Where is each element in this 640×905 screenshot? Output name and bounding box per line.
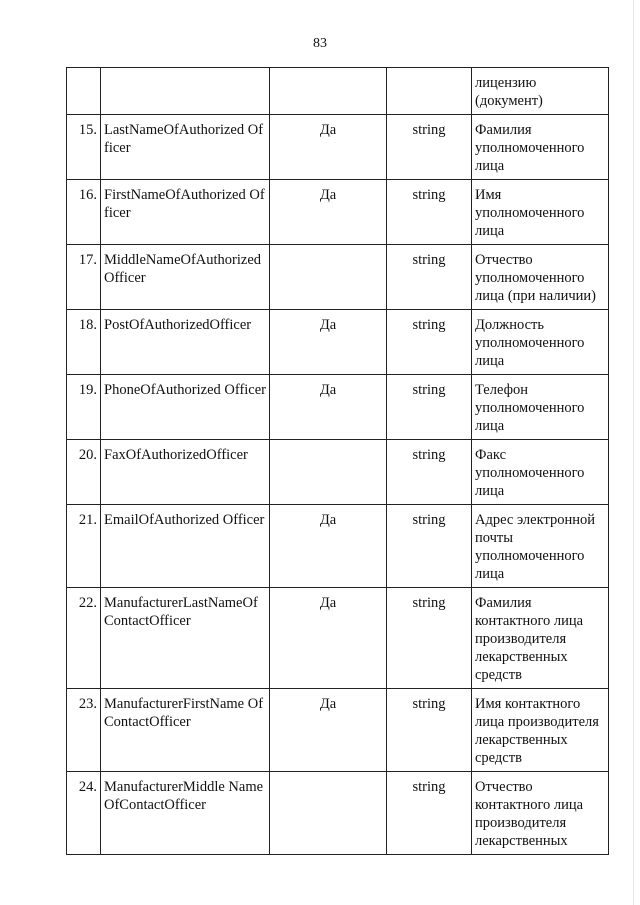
data-type: string [387, 375, 472, 440]
table-body [67, 68, 609, 855]
data-type: string [387, 180, 472, 245]
data-type: string [387, 310, 472, 375]
table-row [67, 68, 609, 115]
field-description: Фамилия контактного лица производителя лекарственных средств [472, 588, 609, 689]
field-name: PostOfAuthorizedOfficer [101, 310, 270, 375]
field-name: FaxOfAuthorizedOfficer [101, 440, 270, 505]
required-flag: Да [270, 505, 387, 588]
row-number: 16. [67, 180, 101, 245]
table-row [67, 505, 609, 588]
data-type: string [387, 588, 472, 689]
required-flag: Да [270, 310, 387, 375]
table-row [67, 115, 609, 180]
required-flag [270, 245, 387, 310]
row-number: 15. [67, 115, 101, 180]
data-type: string [387, 689, 472, 772]
field-description: лицензию (документ) [472, 68, 609, 115]
required-flag: Да [270, 180, 387, 245]
field-name: ManufacturerLastNameOf ContactOfficer [101, 588, 270, 689]
table-row [67, 588, 609, 689]
row-number: 21. [67, 505, 101, 588]
required-flag: Да [270, 375, 387, 440]
required-flag: Да [270, 588, 387, 689]
scan-edge-line [633, 0, 634, 905]
row-number: 18. [67, 310, 101, 375]
field-description: Отчество уполномоченного лица (при наличии) [472, 245, 609, 310]
field-name: MiddleNameOfAuthorizedOfficer [101, 245, 270, 310]
field-name: PhoneOfAuthorized Officer [101, 375, 270, 440]
field-description: Факс уполномоченного лица [472, 440, 609, 505]
table-row [67, 689, 609, 772]
field-name: ManufacturerFirstName OfContactOfficer [101, 689, 270, 772]
row-number: 17. [67, 245, 101, 310]
row-number [67, 68, 101, 115]
field-description: Имя контактного лица производителя лекарственных средств [472, 689, 609, 772]
row-number: 24. [67, 772, 101, 855]
required-flag [270, 772, 387, 855]
data-type [387, 68, 472, 115]
required-flag: Да [270, 115, 387, 180]
required-flag: Да [270, 689, 387, 772]
table-row [67, 772, 609, 855]
page-number: 83 [313, 36, 327, 51]
field-spec-table [66, 67, 609, 855]
row-number: 23. [67, 689, 101, 772]
table-row [67, 180, 609, 245]
data-type: string [387, 245, 472, 310]
row-number: 22. [67, 588, 101, 689]
field-name: FirstNameOfAuthorized Officer [101, 180, 270, 245]
field-description: Фамилия уполномоченного лица [472, 115, 609, 180]
table-row [67, 310, 609, 375]
data-type: string [387, 505, 472, 588]
field-name: LastNameOfAuthorized Officer [101, 115, 270, 180]
table-row [67, 245, 609, 310]
field-name [101, 68, 270, 115]
field-description: Адрес электронной почты уполномоченного лица [472, 505, 609, 588]
data-type: string [387, 115, 472, 180]
required-flag [270, 440, 387, 505]
required-flag [270, 68, 387, 115]
data-type: string [387, 440, 472, 505]
table-row [67, 440, 609, 505]
field-name: ManufacturerMiddle NameOfContactOfficer [101, 772, 270, 855]
data-type: string [387, 772, 472, 855]
table-row [67, 375, 609, 440]
row-number: 20. [67, 440, 101, 505]
field-name: EmailOfAuthorized Officer [101, 505, 270, 588]
field-description: Имя уполномоченного лица [472, 180, 609, 245]
row-number: 19. [67, 375, 101, 440]
field-description: Отчество контактного лица производителя лекарственных [472, 772, 609, 855]
field-description: Должность уполномоченного лица [472, 310, 609, 375]
field-description: Телефон уполномоченного лица [472, 375, 609, 440]
